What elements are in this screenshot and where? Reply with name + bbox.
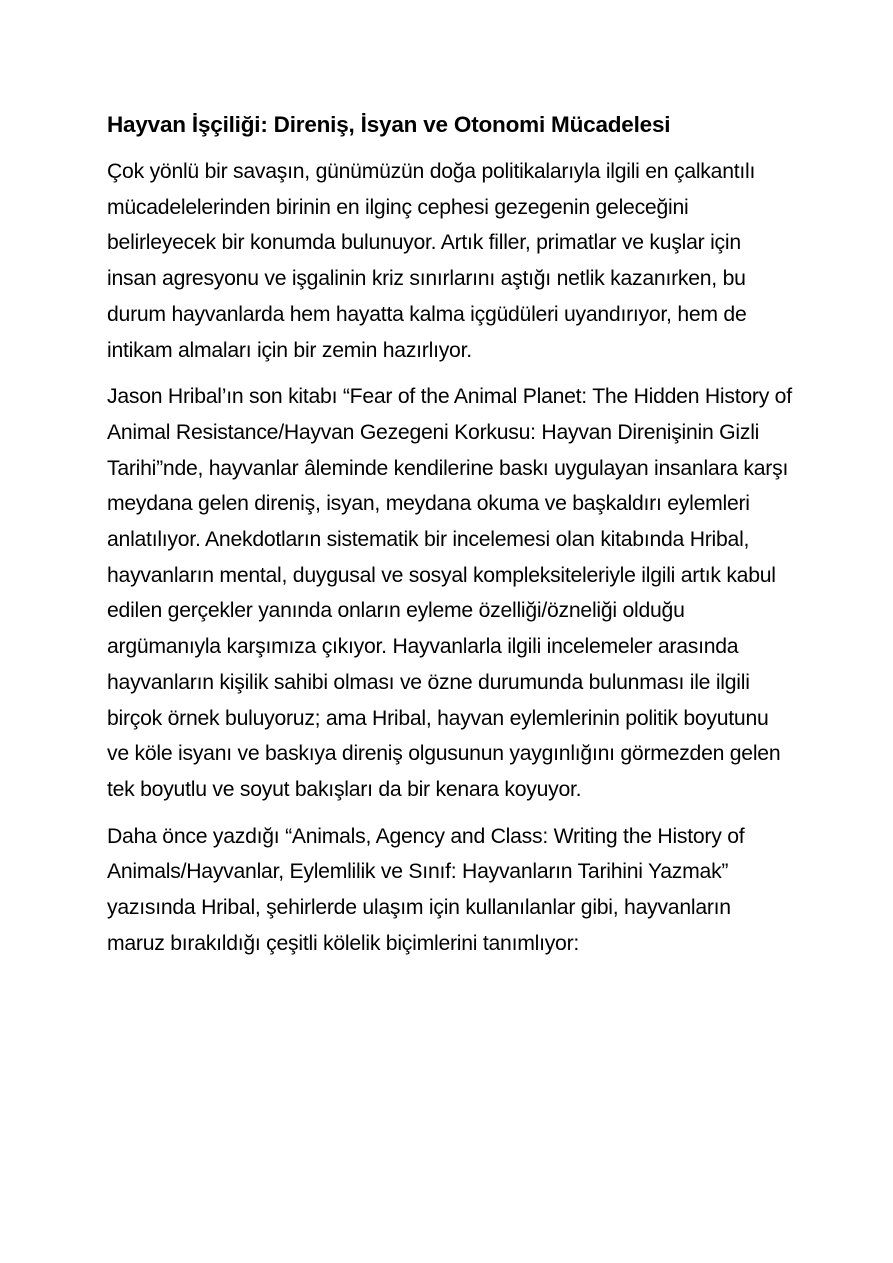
article-title: Hayvan İşçiliği: Direniş, İsyan ve Otonomi Mücadelesi: [107, 112, 671, 137]
paragraph-intro: Çok yönlü bir savaşın, günümüzün doğa politikalarıyla ilgili en çalkantılı mücadelelerinden birinin en ilginç cephesi gezegenin geleceğini belirleyecek bir konumda bulunuyor. Artık filler, primatlar ve kuşlar için insan agresyonu ve işgalinin kriz sınırlarını aştığı netlik kazanırken, bu durum hayvanlarda hem hayatta kalma içgüdüleri uyandırıyor, hem de intikam almaları için bir zemin hazırlıyor.: [107, 160, 756, 362]
paragraph-hribal-book: Jason Hribal’ın son kitabı “Fear of the Animal Planet: The Hidden History of Animal Resistance/Hayvan Gezegeni Korkusu: Hayvan Direnişinin Gizli Tarihi”nde, hayvanlar âleminde kendilerine baskı uygulayan insanlara karşı meydana gelen direniş, isyan, meydana okuma ve başkaldırı eylemleri anlatılıyor. Anekdotların sistematik bir incelemesi olan kitabında Hribal, hayvanların mental, duygusal ve sosyal kompleksiteleriyle ilgili artık kabul edilen gerçekler yanında onların eyleme özelliği/özneliği olduğu argümanıyla karşımıza çıkıyor. Hayvanlarla ilgili incelemeler arasında hayvanların kişilik sahibi olması ve özne durumunda bulunması ile ilgili birçok örnek buluyoruz; ama Hribal, hayvan eylemlerinin politik boyutunu ve köle isyanı ve baskıya direniş olgusunun yaygınlığını görmezden gelen tek boyutlu ve soyut bakışları da bir kenara koyuyor.: [107, 385, 792, 801]
paragraph-hribal-article: Daha önce yazdığı “Animals, Agency and Class: Writing the History of Animals/Hayvanlar, Eylemlilik ve Sınıf: Hayvanların Tarihini Yazmak” yazısında Hribal, şehirlerde ulaşım için kullanılanlar gibi, hayvanların maruz bırakıldığı çeşitli kölelik biçimlerini tanımlıyor:: [107, 824, 745, 955]
